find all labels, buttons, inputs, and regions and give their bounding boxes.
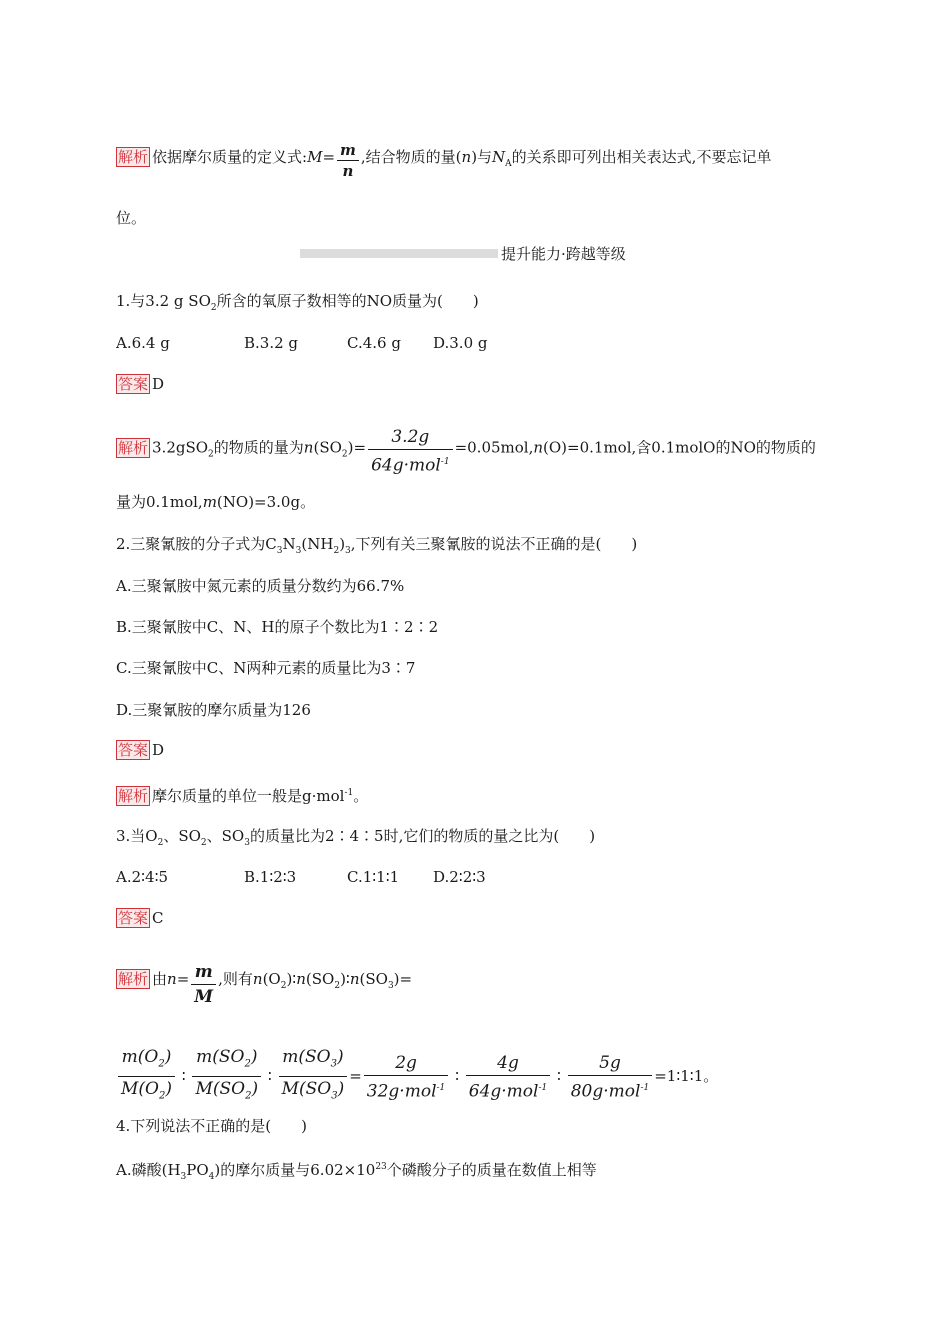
question-2-option-b: B.三聚氰胺中C、N、H的原子个数比为1∶2∶2: [116, 618, 439, 636]
question-3-explanation: 解析 由n= $\frac{m}{M}$ ,则有$n(O_2)∶n(SO_2)∶n(SO_3)=$: [118, 962, 413, 1007]
answer-label: 答案: [118, 741, 149, 759]
analysis-label: 解析: [118, 148, 149, 166]
question-2-explanation: 解析 摩尔质量的单位一般是g·mol$^{-1}$。: [118, 787, 369, 805]
question-4-option-a: A.磷酸$(H_3PO_4)$的摩尔质量与$6.02\times 10^{23}$个磷酸分子的质量在数值上相等: [116, 1161, 597, 1182]
molar-mass-fraction: $\frac{m}{n}$: [337, 140, 359, 181]
question-2-option-d: D.三聚氰胺的摩尔质量为126: [116, 701, 311, 719]
section-divider-bar: [300, 249, 498, 258]
question-1-explanation-cont: 量为0.1mol,m(NO)=3.0g。: [116, 493, 316, 511]
option-b: B.1∶2∶3: [244, 868, 297, 886]
question-2-answer: [116, 740, 164, 760]
answer-label: 答案: [118, 909, 149, 927]
option-c: C.1∶1∶1: [347, 868, 400, 886]
fraction-so3: $\frac{m(SO_3)}{M(SO_3)}$: [279, 1045, 348, 1109]
intro-continuation: 位。: [116, 209, 147, 227]
analysis-label: 解析: [118, 438, 149, 457]
fraction-2g: $\frac{2g}{32g\cdot mol^{-1}}$: [364, 1051, 449, 1104]
section-title: 提升能力·跨越等级: [501, 245, 626, 263]
fraction-4g: $\frac{4g}{64g\cdot mol^{-1}}$: [466, 1051, 551, 1104]
option-d: D.2∶2∶3: [433, 868, 486, 886]
answer-label: 答案: [118, 375, 149, 393]
option-d: D.3.0 g: [433, 334, 488, 352]
question-2-stem: 2.三聚氰胺的分子式为$C_3N_3(NH_2)_3$,下列有关三聚氰胺的说法不正确的是( ): [116, 535, 638, 556]
question-1-explanation: 解析 3.2gSO$_2$的物质的量为$n(SO_2)=$ $\frac{3.2g}{64g\cdot mol^{-1}}$ =0.05mol,n(O)=0.1mol,含0.1molO的NO的物质的: [118, 427, 816, 476]
question-1-answer: [116, 374, 164, 394]
question-2-option-c: C.三聚氰胺中C、N两种元素的质量比为3∶7: [116, 659, 416, 677]
answer-value: C: [152, 909, 164, 927]
fraction-so2: $\frac{m(SO_2)}{M(SO_2)}$: [192, 1045, 261, 1109]
question-3-options: [116, 867, 486, 887]
analysis-label: 解析: [118, 787, 149, 805]
option-c: C.4.6 g: [347, 334, 401, 352]
answer-value: D: [152, 741, 165, 759]
question-2-option-a: A.三聚氰胺中氮元素的质量分数约为66.7%: [116, 577, 405, 595]
question-1-options: [116, 333, 488, 353]
moles-fraction: $\frac{3.2g}{64g\cdot mol^{-1}}$: [368, 425, 453, 478]
question-3-answer: [116, 908, 164, 928]
answer-value: D: [152, 375, 165, 393]
question-4-stem: 4.下列说法不正确的是( ): [116, 1117, 308, 1135]
option-a: A.6.4 g: [116, 334, 170, 352]
n-equals-m-over-M-fraction: $\frac{m}{M}$: [191, 960, 216, 1009]
option-a: A.2∶4∶5: [116, 868, 169, 886]
fraction-5g: $\frac{5g}{80g\cdot mol^{-1}}$: [568, 1051, 653, 1104]
fraction-o2: $\frac{m(O_2)}{M(O_2)}$: [118, 1045, 175, 1109]
question-3-ratio-equation: $\frac{m(O_2)}{M(O_2)}$ ∶ $\frac{m(SO_2)}{M(SO_2)}$ ∶ $\frac{m(SO_3)}{M(SO_3)}$ = $\frac{2g}{32g\cdot mol^{-1}}$ ∶ $\frac{4g}{64g\cdot mol^{-1}}$ ∶ $\frac{5g}{80g\cdot mol^{-1}}$ =1∶1∶1。: [116, 1045, 718, 1109]
question-1-stem: 1.与3.2 g $SO_2$所含的氧原子数相等的NO质量为( ): [116, 292, 479, 313]
analysis-label: 解析: [118, 970, 149, 988]
intro-explanation: 解析 依据摩尔质量的定义式:M= $\frac{m}{n}$ ,结合物质的量(n)与$N_A$的关系即可列出相关表达式,不要忘记单: [118, 141, 772, 180]
option-b: B.3.2 g: [244, 334, 299, 352]
question-3-stem: 3.当$O_2$、$SO_2$、$SO_3$的质量比为2∶4∶5时,它们的物质的量之比为( ): [116, 827, 596, 848]
